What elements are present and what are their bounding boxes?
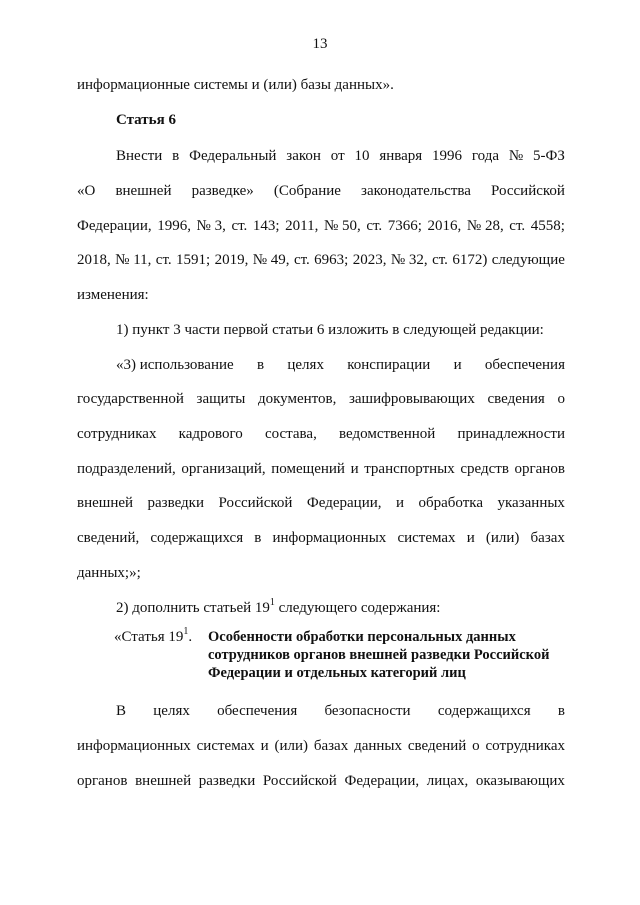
word: зашифровывающих <box>348 391 475 407</box>
word: средств <box>460 461 509 477</box>
quote-line-6 <box>77 529 565 547</box>
word: № 28, <box>466 218 504 234</box>
new-article-label-end: . <box>188 629 193 645</box>
word: № <box>508 148 524 164</box>
item-2-text-start: 2) дополнить статьей 19 <box>116 600 270 616</box>
word: ведомственной <box>339 426 436 442</box>
word: 4558; <box>530 218 565 234</box>
body-line-1 <box>116 702 565 720</box>
word: и <box>453 357 462 373</box>
word: подразделений, <box>77 461 176 477</box>
word: (или) <box>274 738 308 754</box>
word: 1996, <box>157 218 191 234</box>
word: в <box>557 703 565 719</box>
word: о <box>557 391 565 407</box>
word: базах <box>530 530 565 546</box>
word: Внести <box>116 148 163 164</box>
word: января <box>379 148 423 164</box>
word: от <box>330 148 345 164</box>
word: Федерации, <box>306 495 382 511</box>
word: органов <box>77 773 128 789</box>
word: закон <box>286 148 321 164</box>
word: 2023, <box>352 252 387 268</box>
word: органов <box>514 461 565 477</box>
word: в <box>172 148 180 164</box>
intro-line-4 <box>77 251 565 269</box>
word: сведений, <box>77 530 140 546</box>
new-article-title-line-2: сотрудников органов внешней разведки Российской <box>208 647 550 663</box>
word: о <box>472 738 480 754</box>
word: обработка <box>418 495 483 511</box>
quote-line-2 <box>77 390 565 408</box>
word: Федерации, <box>77 218 152 234</box>
word: 6172) <box>452 252 488 268</box>
word: оказывающих <box>475 773 565 789</box>
word: организаций, <box>181 461 266 477</box>
word: и <box>350 461 359 477</box>
new-article-label-superscript: 1 <box>183 626 189 637</box>
word: помещений <box>271 461 345 477</box>
word: (Собрание <box>273 183 341 199</box>
word: системах <box>196 738 255 754</box>
word: ст. <box>509 218 526 234</box>
word: сведений <box>407 738 467 754</box>
word: информационных <box>272 530 387 546</box>
word: принадлежности <box>457 426 565 442</box>
new-article-title-line-3: Федерации и отдельных категорий лиц <box>208 665 466 681</box>
word: состава, <box>264 426 317 442</box>
body-line-2 <box>77 737 565 755</box>
word: содержащихся <box>150 530 244 546</box>
word: системах <box>397 530 456 546</box>
word: № 32, <box>390 252 428 268</box>
new-article-label-text: «Статья 19 <box>114 629 184 645</box>
quote-line-4 <box>77 460 565 478</box>
item-1: 1) пункт 3 части первой статьи 6 изложить в следующей редакции: <box>116 322 544 338</box>
word: 6963; <box>314 252 349 268</box>
item-2 <box>116 599 440 617</box>
word: 1996 <box>432 148 463 164</box>
word: Федеральный <box>189 148 277 164</box>
intro-line-1 <box>116 147 565 165</box>
word: кадрового <box>178 426 243 442</box>
word: Российской <box>218 495 293 511</box>
quote-line-7: данных;»; <box>77 565 141 581</box>
word: государственной <box>77 391 184 407</box>
word: и <box>466 530 475 546</box>
word: сведения <box>487 391 545 407</box>
new-article-title <box>208 628 568 682</box>
word: базах <box>313 738 349 754</box>
word: целях <box>153 703 190 719</box>
intro-line-3 <box>77 217 565 235</box>
word: ст. <box>432 252 448 268</box>
intro-line-5: изменения: <box>77 287 149 303</box>
page-number: 13 <box>312 36 328 52</box>
word: информационных <box>77 738 191 754</box>
word: 2019, <box>214 252 249 268</box>
word: в <box>256 357 265 373</box>
word: ст. <box>155 252 172 268</box>
continuation-line: информационные системы и (или) базы данных». <box>77 77 394 93</box>
quote-line-1 <box>116 356 565 374</box>
word: 7366; <box>387 218 422 234</box>
word: безопасности <box>324 703 411 719</box>
word: № 49, <box>252 252 290 268</box>
word: ст. <box>366 218 383 234</box>
word: обеспечения <box>217 703 298 719</box>
word: № 11, <box>115 252 152 268</box>
word: защиты <box>196 391 246 407</box>
new-article-label <box>114 628 192 646</box>
word: законодательства <box>361 183 471 199</box>
word: № 50, <box>323 218 361 234</box>
word: транспортных <box>364 461 455 477</box>
word: внешней <box>77 495 134 511</box>
word: 2011, <box>285 218 319 234</box>
word: 1591; <box>176 252 211 268</box>
word: сотрудниках <box>485 738 565 754</box>
word: 10 <box>354 148 370 164</box>
new-article-title-line-1: Особенности обработки персональных данных <box>208 629 516 645</box>
quote-line-3 <box>77 425 565 443</box>
word: разведке» <box>191 183 254 199</box>
body-line-3 <box>77 772 565 790</box>
word: 143; <box>252 218 280 234</box>
word: разведки <box>147 495 204 511</box>
word: Федерации, <box>344 773 420 789</box>
word: данных <box>354 738 402 754</box>
word: внешней <box>115 183 172 199</box>
word: Российской <box>262 773 337 789</box>
word: и <box>260 738 269 754</box>
word: обеспечения <box>484 357 565 373</box>
word: содержащихся <box>437 703 531 719</box>
word: № 3, <box>196 218 226 234</box>
word: следующие <box>491 252 565 268</box>
word: в <box>254 530 262 546</box>
article-heading: Статья 6 <box>116 112 176 128</box>
word: (или) <box>485 530 520 546</box>
word: В <box>116 703 127 719</box>
item-2-superscript: 1 <box>269 597 275 608</box>
word: 2016, <box>427 218 462 234</box>
word: Российской <box>491 183 565 199</box>
word: 2018, <box>77 252 111 268</box>
word: ст. <box>293 252 310 268</box>
word: разведки <box>198 773 256 789</box>
word: лицах, <box>426 773 469 789</box>
word: 5-ФЗ <box>533 148 565 164</box>
intro-line-2 <box>77 182 565 200</box>
item-2-text-end: следующего содержания: <box>274 600 441 616</box>
word: указанных <box>497 495 565 511</box>
word: «О <box>77 183 96 199</box>
quote-line-5 <box>77 494 565 512</box>
word: ст. <box>231 218 248 234</box>
word: и <box>395 495 405 511</box>
word: документов, <box>257 391 337 407</box>
word: внешней <box>135 773 192 789</box>
word: сотрудниках <box>77 426 157 442</box>
word: «3) использование <box>116 357 234 373</box>
word: конспирации <box>347 357 431 373</box>
word: целях <box>287 357 324 373</box>
word: года <box>471 148 500 164</box>
